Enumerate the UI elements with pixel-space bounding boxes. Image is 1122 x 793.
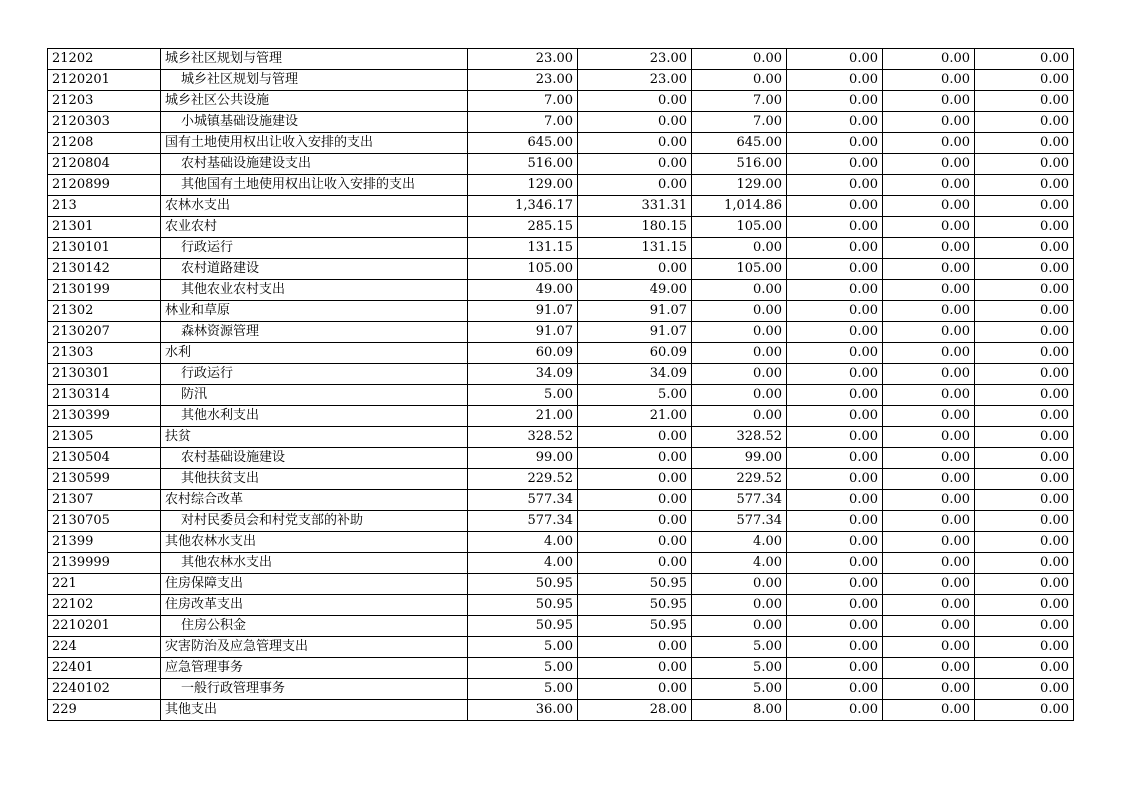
amount-cell: 0.00 — [692, 301, 787, 322]
amount-cell: 0.00 — [883, 658, 975, 679]
amount-cell: 0.00 — [975, 406, 1074, 427]
amount-cell: 5.00 — [692, 658, 787, 679]
table-row — [48, 427, 1074, 448]
subject-name-cell: 灾害防治及应急管理支出 — [161, 637, 468, 658]
table-row — [48, 70, 1074, 91]
subject-code-cell: 21302 — [48, 301, 161, 322]
amount-cell: 0.00 — [787, 154, 883, 175]
subject-code-cell: 2130504 — [48, 448, 161, 469]
subject-code-cell: 21202 — [48, 49, 161, 70]
amount-cell: 23.00 — [468, 49, 578, 70]
amount-cell: 0.00 — [787, 259, 883, 280]
subject-code-cell: 2130599 — [48, 469, 161, 490]
amount-cell: 7.00 — [692, 112, 787, 133]
amount-cell: 0.00 — [692, 70, 787, 91]
amount-cell: 577.34 — [692, 511, 787, 532]
subject-name-cell: 扶贫 — [161, 427, 468, 448]
subject-code-cell: 2120804 — [48, 154, 161, 175]
amount-cell: 180.15 — [578, 217, 692, 238]
amount-cell: 0.00 — [975, 154, 1074, 175]
table-row — [48, 448, 1074, 469]
amount-cell: 0.00 — [975, 595, 1074, 616]
amount-cell: 0.00 — [883, 448, 975, 469]
amount-cell: 0.00 — [787, 322, 883, 343]
amount-cell: 4.00 — [692, 532, 787, 553]
amount-cell: 645.00 — [468, 133, 578, 154]
amount-cell: 50.95 — [578, 595, 692, 616]
amount-cell: 577.34 — [468, 511, 578, 532]
amount-cell: 0.00 — [883, 301, 975, 322]
table-row — [48, 301, 1074, 322]
amount-cell: 0.00 — [787, 280, 883, 301]
amount-cell: 0.00 — [578, 679, 692, 700]
table-row — [48, 490, 1074, 511]
table-row — [48, 175, 1074, 196]
table-row — [48, 112, 1074, 133]
subject-code-cell: 22401 — [48, 658, 161, 679]
amount-cell: 1,014.86 — [692, 196, 787, 217]
amount-cell: 21.00 — [578, 406, 692, 427]
amount-cell: 0.00 — [787, 658, 883, 679]
amount-cell: 0.00 — [787, 532, 883, 553]
amount-cell: 0.00 — [975, 385, 1074, 406]
amount-cell: 0.00 — [883, 616, 975, 637]
budget-table-body — [48, 49, 1074, 721]
amount-cell: 0.00 — [578, 91, 692, 112]
subject-code-cell: 213 — [48, 196, 161, 217]
table-row — [48, 406, 1074, 427]
amount-cell: 0.00 — [883, 49, 975, 70]
table-row — [48, 196, 1074, 217]
amount-cell: 0.00 — [883, 595, 975, 616]
amount-cell: 0.00 — [578, 112, 692, 133]
amount-cell: 8.00 — [692, 700, 787, 721]
subject-code-cell: 2210201 — [48, 616, 161, 637]
subject-code-cell: 2130207 — [48, 322, 161, 343]
table-row — [48, 700, 1074, 721]
subject-name-cell: 应急管理事务 — [161, 658, 468, 679]
amount-cell: 0.00 — [692, 595, 787, 616]
amount-cell: 0.00 — [787, 364, 883, 385]
amount-cell: 0.00 — [787, 112, 883, 133]
subject-name-cell: 森林资源管理 — [161, 322, 468, 343]
amount-cell: 1,346.17 — [468, 196, 578, 217]
amount-cell: 23.00 — [468, 70, 578, 91]
amount-cell: 0.00 — [975, 700, 1074, 721]
table-row — [48, 553, 1074, 574]
amount-cell: 91.07 — [468, 301, 578, 322]
table-row — [48, 364, 1074, 385]
subject-name-cell: 住房保障支出 — [161, 574, 468, 595]
subject-code-cell: 2130705 — [48, 511, 161, 532]
subject-name-cell: 农村道路建设 — [161, 259, 468, 280]
subject-code-cell: 2130101 — [48, 238, 161, 259]
amount-cell: 0.00 — [692, 574, 787, 595]
subject-name-cell: 农业农村 — [161, 217, 468, 238]
amount-cell: 229.52 — [468, 469, 578, 490]
amount-cell: 0.00 — [975, 70, 1074, 91]
amount-cell: 229.52 — [692, 469, 787, 490]
table-row — [48, 574, 1074, 595]
table-row — [48, 637, 1074, 658]
amount-cell: 0.00 — [787, 427, 883, 448]
amount-cell: 0.00 — [883, 364, 975, 385]
amount-cell: 0.00 — [787, 700, 883, 721]
amount-cell: 0.00 — [883, 133, 975, 154]
amount-cell: 49.00 — [578, 280, 692, 301]
amount-cell: 50.95 — [468, 574, 578, 595]
amount-cell: 0.00 — [883, 91, 975, 112]
amount-cell: 0.00 — [883, 259, 975, 280]
subject-code-cell: 2120899 — [48, 175, 161, 196]
subject-code-cell: 21399 — [48, 532, 161, 553]
amount-cell: 331.31 — [578, 196, 692, 217]
amount-cell: 0.00 — [787, 133, 883, 154]
amount-cell: 0.00 — [578, 175, 692, 196]
subject-name-cell: 城乡社区规划与管理 — [161, 49, 468, 70]
amount-cell: 105.00 — [692, 259, 787, 280]
amount-cell: 4.00 — [468, 553, 578, 574]
amount-cell: 0.00 — [883, 112, 975, 133]
table-row — [48, 91, 1074, 112]
amount-cell: 0.00 — [692, 385, 787, 406]
amount-cell: 0.00 — [578, 637, 692, 658]
subject-name-cell: 城乡社区公共设施 — [161, 91, 468, 112]
subject-code-cell: 2120303 — [48, 112, 161, 133]
amount-cell: 0.00 — [578, 469, 692, 490]
table-row — [48, 469, 1074, 490]
amount-cell: 285.15 — [468, 217, 578, 238]
amount-cell: 91.07 — [578, 322, 692, 343]
subject-name-cell: 其他支出 — [161, 700, 468, 721]
amount-cell: 0.00 — [787, 574, 883, 595]
amount-cell: 0.00 — [883, 70, 975, 91]
amount-cell: 5.00 — [468, 658, 578, 679]
amount-cell: 0.00 — [578, 553, 692, 574]
amount-cell: 0.00 — [975, 112, 1074, 133]
subject-code-cell: 21303 — [48, 343, 161, 364]
amount-cell: 0.00 — [578, 448, 692, 469]
amount-cell: 0.00 — [975, 217, 1074, 238]
amount-cell: 129.00 — [468, 175, 578, 196]
amount-cell: 516.00 — [468, 154, 578, 175]
amount-cell: 0.00 — [883, 469, 975, 490]
amount-cell: 50.95 — [578, 574, 692, 595]
amount-cell: 0.00 — [578, 532, 692, 553]
subject-name-cell: 国有土地使用权出让收入安排的支出 — [161, 133, 468, 154]
amount-cell: 0.00 — [787, 175, 883, 196]
subject-name-cell: 农林水支出 — [161, 196, 468, 217]
subject-name-cell: 林业和草原 — [161, 301, 468, 322]
budget-table — [47, 48, 1074, 721]
amount-cell: 0.00 — [975, 91, 1074, 112]
subject-code-cell: 2120201 — [48, 70, 161, 91]
amount-cell: 0.00 — [692, 280, 787, 301]
amount-cell: 0.00 — [578, 511, 692, 532]
amount-cell: 645.00 — [692, 133, 787, 154]
amount-cell: 0.00 — [883, 637, 975, 658]
amount-cell: 0.00 — [883, 322, 975, 343]
amount-cell: 0.00 — [883, 553, 975, 574]
table-row — [48, 385, 1074, 406]
amount-cell: 5.00 — [468, 679, 578, 700]
amount-cell: 516.00 — [692, 154, 787, 175]
subject-code-cell: 2130301 — [48, 364, 161, 385]
amount-cell: 0.00 — [787, 70, 883, 91]
subject-name-cell: 行政运行 — [161, 364, 468, 385]
subject-name-cell: 一般行政管理事务 — [161, 679, 468, 700]
amount-cell: 0.00 — [883, 385, 975, 406]
table-row — [48, 280, 1074, 301]
amount-cell: 0.00 — [883, 196, 975, 217]
subject-name-cell: 城乡社区规划与管理 — [161, 70, 468, 91]
amount-cell: 0.00 — [692, 364, 787, 385]
subject-code-cell: 229 — [48, 700, 161, 721]
table-row — [48, 259, 1074, 280]
amount-cell: 49.00 — [468, 280, 578, 301]
subject-name-cell: 其他农林水支出 — [161, 532, 468, 553]
amount-cell: 34.09 — [468, 364, 578, 385]
amount-cell: 0.00 — [883, 280, 975, 301]
amount-cell: 7.00 — [692, 91, 787, 112]
amount-cell: 0.00 — [787, 616, 883, 637]
amount-cell: 0.00 — [787, 49, 883, 70]
amount-cell: 0.00 — [787, 301, 883, 322]
subject-code-cell: 2139999 — [48, 553, 161, 574]
amount-cell: 0.00 — [975, 175, 1074, 196]
amount-cell: 0.00 — [692, 616, 787, 637]
table-row — [48, 343, 1074, 364]
subject-code-cell: 21307 — [48, 490, 161, 511]
amount-cell: 0.00 — [578, 658, 692, 679]
subject-name-cell: 其他农业农村支出 — [161, 280, 468, 301]
table-row — [48, 322, 1074, 343]
amount-cell: 50.95 — [468, 595, 578, 616]
subject-name-cell: 防汛 — [161, 385, 468, 406]
amount-cell: 577.34 — [692, 490, 787, 511]
amount-cell: 60.09 — [468, 343, 578, 364]
amount-cell: 0.00 — [883, 679, 975, 700]
amount-cell: 0.00 — [883, 238, 975, 259]
amount-cell: 0.00 — [975, 49, 1074, 70]
amount-cell: 328.52 — [692, 427, 787, 448]
amount-cell: 0.00 — [975, 364, 1074, 385]
amount-cell: 0.00 — [975, 574, 1074, 595]
subject-name-cell: 水利 — [161, 343, 468, 364]
subject-name-cell: 农村基础设施建设 — [161, 448, 468, 469]
subject-code-cell: 2130399 — [48, 406, 161, 427]
subject-code-cell: 21301 — [48, 217, 161, 238]
subject-name-cell: 农村综合改革 — [161, 490, 468, 511]
amount-cell: 0.00 — [883, 532, 975, 553]
amount-cell: 0.00 — [578, 154, 692, 175]
amount-cell: 0.00 — [787, 553, 883, 574]
amount-cell: 0.00 — [883, 154, 975, 175]
subject-code-cell: 21203 — [48, 91, 161, 112]
amount-cell: 7.00 — [468, 112, 578, 133]
table-row — [48, 595, 1074, 616]
amount-cell: 5.00 — [692, 637, 787, 658]
amount-cell: 0.00 — [787, 217, 883, 238]
amount-cell: 0.00 — [692, 322, 787, 343]
amount-cell: 50.95 — [468, 616, 578, 637]
amount-cell: 129.00 — [692, 175, 787, 196]
amount-cell: 0.00 — [787, 679, 883, 700]
amount-cell: 0.00 — [975, 490, 1074, 511]
amount-cell: 0.00 — [975, 133, 1074, 154]
amount-cell: 131.15 — [468, 238, 578, 259]
amount-cell: 5.00 — [578, 385, 692, 406]
amount-cell: 0.00 — [787, 385, 883, 406]
subject-name-cell: 农村基础设施建设支出 — [161, 154, 468, 175]
amount-cell: 0.00 — [692, 343, 787, 364]
subject-code-cell: 2130199 — [48, 280, 161, 301]
amount-cell: 0.00 — [578, 427, 692, 448]
amount-cell: 0.00 — [692, 49, 787, 70]
amount-cell: 0.00 — [692, 406, 787, 427]
amount-cell: 0.00 — [975, 259, 1074, 280]
amount-cell: 5.00 — [692, 679, 787, 700]
amount-cell: 0.00 — [975, 469, 1074, 490]
table-row — [48, 532, 1074, 553]
amount-cell: 0.00 — [975, 301, 1074, 322]
amount-cell: 0.00 — [787, 469, 883, 490]
amount-cell: 0.00 — [975, 427, 1074, 448]
table-row — [48, 616, 1074, 637]
amount-cell: 0.00 — [883, 217, 975, 238]
amount-cell: 4.00 — [468, 532, 578, 553]
subject-name-cell: 对村民委员会和村党支部的补助 — [161, 511, 468, 532]
amount-cell: 0.00 — [883, 490, 975, 511]
amount-cell: 105.00 — [692, 217, 787, 238]
amount-cell: 21.00 — [468, 406, 578, 427]
amount-cell: 0.00 — [578, 490, 692, 511]
subject-code-cell: 2130142 — [48, 259, 161, 280]
table-row — [48, 238, 1074, 259]
amount-cell: 0.00 — [883, 427, 975, 448]
amount-cell: 4.00 — [692, 553, 787, 574]
subject-name-cell: 其他国有土地使用权出让收入安排的支出 — [161, 175, 468, 196]
amount-cell: 0.00 — [975, 532, 1074, 553]
amount-cell: 0.00 — [883, 511, 975, 532]
amount-cell: 0.00 — [975, 238, 1074, 259]
amount-cell: 0.00 — [975, 343, 1074, 364]
amount-cell: 0.00 — [975, 679, 1074, 700]
table-row — [48, 511, 1074, 532]
amount-cell: 105.00 — [468, 259, 578, 280]
amount-cell: 91.07 — [578, 301, 692, 322]
subject-code-cell: 2240102 — [48, 679, 161, 700]
amount-cell: 0.00 — [578, 259, 692, 280]
amount-cell: 0.00 — [787, 511, 883, 532]
amount-cell: 0.00 — [787, 637, 883, 658]
amount-cell: 0.00 — [787, 595, 883, 616]
amount-cell: 60.09 — [578, 343, 692, 364]
amount-cell: 0.00 — [975, 196, 1074, 217]
amount-cell: 0.00 — [975, 616, 1074, 637]
subject-name-cell: 其他水利支出 — [161, 406, 468, 427]
amount-cell: 0.00 — [975, 448, 1074, 469]
amount-cell: 50.95 — [578, 616, 692, 637]
amount-cell: 0.00 — [883, 343, 975, 364]
amount-cell: 0.00 — [692, 238, 787, 259]
table-row — [48, 154, 1074, 175]
amount-cell: 0.00 — [787, 490, 883, 511]
amount-cell: 0.00 — [883, 700, 975, 721]
amount-cell: 23.00 — [578, 70, 692, 91]
amount-cell: 0.00 — [787, 196, 883, 217]
amount-cell: 99.00 — [692, 448, 787, 469]
table-row — [48, 49, 1074, 70]
table-row — [48, 217, 1074, 238]
subject-name-cell: 住房公积金 — [161, 616, 468, 637]
amount-cell: 0.00 — [975, 322, 1074, 343]
amount-cell: 91.07 — [468, 322, 578, 343]
table-row — [48, 133, 1074, 154]
amount-cell: 5.00 — [468, 385, 578, 406]
subject-name-cell: 行政运行 — [161, 238, 468, 259]
subject-code-cell: 21305 — [48, 427, 161, 448]
amount-cell: 328.52 — [468, 427, 578, 448]
amount-cell: 0.00 — [975, 280, 1074, 301]
amount-cell: 0.00 — [787, 91, 883, 112]
amount-cell: 0.00 — [975, 511, 1074, 532]
amount-cell: 5.00 — [468, 637, 578, 658]
subject-code-cell: 22102 — [48, 595, 161, 616]
subject-name-cell: 其他扶贫支出 — [161, 469, 468, 490]
amount-cell: 0.00 — [883, 175, 975, 196]
amount-cell: 0.00 — [883, 406, 975, 427]
amount-cell: 0.00 — [787, 448, 883, 469]
amount-cell: 99.00 — [468, 448, 578, 469]
amount-cell: 577.34 — [468, 490, 578, 511]
amount-cell: 0.00 — [578, 133, 692, 154]
amount-cell: 0.00 — [787, 238, 883, 259]
amount-cell: 131.15 — [578, 238, 692, 259]
subject-code-cell: 21208 — [48, 133, 161, 154]
amount-cell: 0.00 — [975, 658, 1074, 679]
subject-code-cell: 221 — [48, 574, 161, 595]
subject-name-cell: 其他农林水支出 — [161, 553, 468, 574]
amount-cell: 7.00 — [468, 91, 578, 112]
amount-cell: 0.00 — [787, 406, 883, 427]
subject-name-cell: 小城镇基础设施建设 — [161, 112, 468, 133]
amount-cell: 0.00 — [975, 553, 1074, 574]
amount-cell: 0.00 — [975, 637, 1074, 658]
subject-name-cell: 住房改革支出 — [161, 595, 468, 616]
subject-code-cell: 2130314 — [48, 385, 161, 406]
amount-cell: 23.00 — [578, 49, 692, 70]
amount-cell: 28.00 — [578, 700, 692, 721]
amount-cell: 0.00 — [883, 574, 975, 595]
amount-cell: 0.00 — [787, 343, 883, 364]
amount-cell: 34.09 — [578, 364, 692, 385]
table-row — [48, 658, 1074, 679]
table-row — [48, 679, 1074, 700]
subject-code-cell: 224 — [48, 637, 161, 658]
amount-cell: 36.00 — [468, 700, 578, 721]
